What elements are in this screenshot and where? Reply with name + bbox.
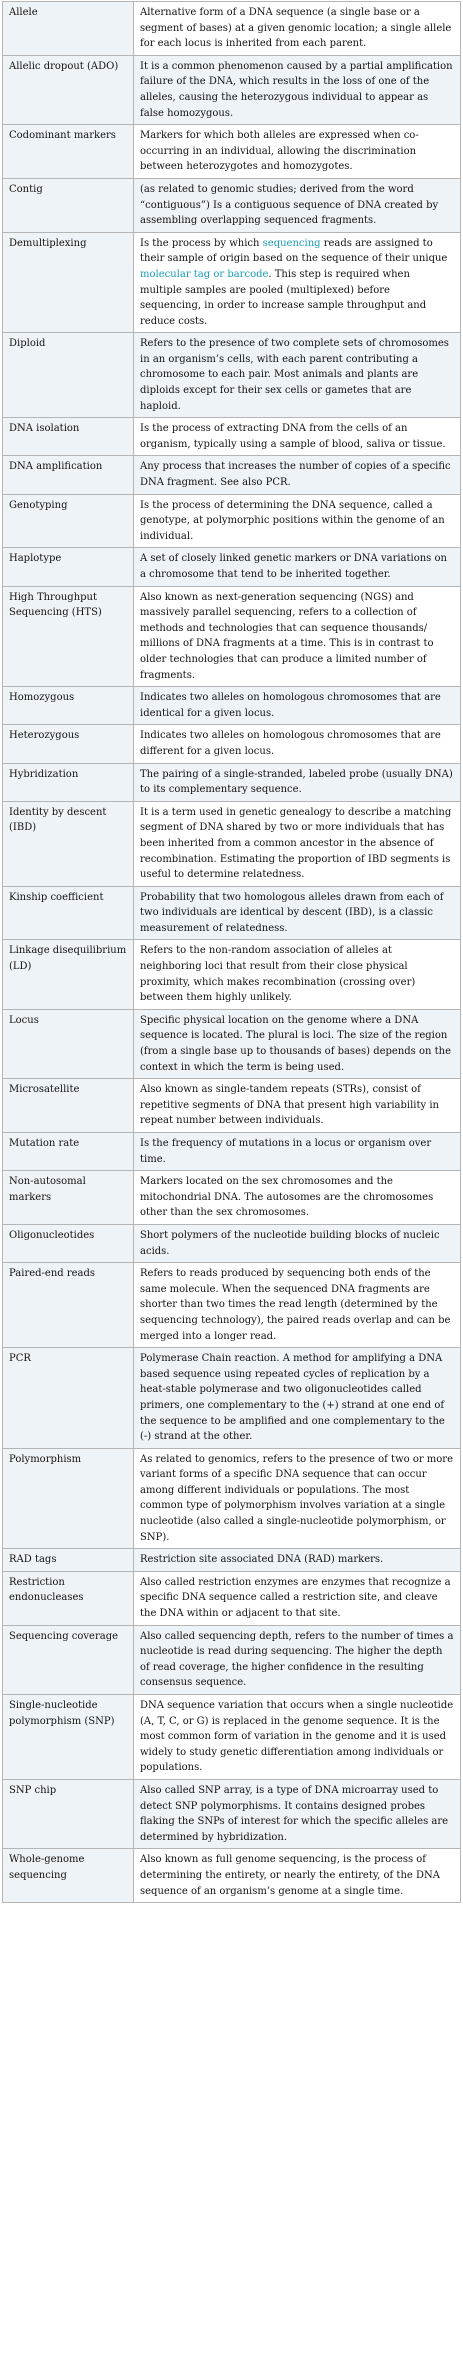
term-cell: Allelic dropout (ADO) bbox=[3, 55, 134, 124]
term-cell: PCR bbox=[3, 1348, 134, 1449]
definition-cell: Refers to the non-random association of alleles at neighboring loci that result from their close physical proximity, which makes recombination (crossing over) between them highly unlikely. bbox=[134, 940, 461, 1009]
definition-cell: Alternative form of a DNA sequence (a single base or a segment of bases) at a given genomic location; a single allele for each locus is inherited from each parent. bbox=[134, 2, 461, 56]
term-cell: SNP chip bbox=[3, 1779, 134, 1848]
definition-cell: Probability that two homologous alleles drawn from each of two individuals are identical by descent (IBD), is a classic measurement of relatedness. bbox=[134, 886, 461, 940]
definition-cell: Indicates two alleles on homologous chromosomes that are identical for a given locus. bbox=[134, 687, 461, 725]
definition-cell: Is the frequency of mutations in a locus or organism over time. bbox=[134, 1133, 461, 1171]
glossary-row bbox=[3, 801, 461, 886]
definition-cell: It is a term used in genetic genealogy to describe a matching segment of DNA shared by two or more individuals that has been inherited from a common ancestor in the absence of recombination. Estimating the proportion of IBD segments is useful to determine relatedness. bbox=[134, 801, 461, 886]
glossary-row bbox=[3, 2, 461, 56]
glossary-row bbox=[3, 763, 461, 801]
glossary-row bbox=[3, 1348, 461, 1449]
definition-cell: (as related to genomic studies; derived from the word “contiguous”) Is a contiguous sequence of DNA created by assembling overlapping sequenced fragments. bbox=[134, 178, 461, 232]
glossary-row bbox=[3, 940, 461, 1009]
definition-cell: DNA sequence variation that occurs when a single nucleotide (A, T, C, or G) is replaced in the genome sequence. It is the most common form of variation in the genome and it is used widely to study genetic differentiation among individuals or populations. bbox=[134, 1695, 461, 1780]
definition-cell: Also known as single-tandem repeats (STRs), consist of repetitive segments of DNA that present high variability in repeat number between individuals. bbox=[134, 1079, 461, 1133]
glossary-row bbox=[3, 1009, 461, 1078]
term-cell: Microsatellite bbox=[3, 1079, 134, 1133]
glossary-row bbox=[3, 494, 461, 548]
molecular-tag-link[interactable]: molecular tag or barcode bbox=[140, 268, 269, 280]
term-cell: Oligonucleotides bbox=[3, 1224, 134, 1262]
glossary-row bbox=[3, 1549, 461, 1572]
term-cell: DNA isolation bbox=[3, 418, 134, 456]
definition-cell: Also called sequencing depth, refers to the number of times a nucleotide is read during sequencing. The higher the depth of read coverage, the higher confidence in the resulting consensus sequence. bbox=[134, 1625, 461, 1694]
glossary-row bbox=[3, 1695, 461, 1780]
definition-cell: Any process that increases the number of copies of a specific DNA fragment. See also PCR. bbox=[134, 456, 461, 494]
definition-cell: Also called SNP array, is a type of DNA microarray used to detect SNP polymorphisms. It contains designed probes flaking the SNPs of interest for which the specific alleles are determined by hybridization. bbox=[134, 1779, 461, 1848]
definition-cell: A set of closely linked genetic markers or DNA variations on a chromosome that tend to be inherited together. bbox=[134, 548, 461, 586]
definition-cell: Refers to reads produced by sequencing both ends of the same molecule. When the sequenced DNA fragments are shorter than two times the read length (determined by the sequencing technology), the paired reads overlap and can be merged into a longer read. bbox=[134, 1263, 461, 1348]
glossary-row bbox=[3, 125, 461, 179]
definition-cell: Polymerase Chain reaction. A method for amplifying a DNA based sequence using repeated cycles of replication by a heat-stable polymerase and two oligonucleotides called primers, one complementary to the (+) strand at one end of the sequence to be amplified and one complementary to the (-) strand at the other. bbox=[134, 1348, 461, 1449]
term-cell: Restriction endonucleases bbox=[3, 1571, 134, 1625]
term-cell: Identity by descent (IBD) bbox=[3, 801, 134, 886]
term-cell: Sequencing coverage bbox=[3, 1625, 134, 1694]
definition-cell: Short polymers of the nucleotide building blocks of nucleic acids. bbox=[134, 1224, 461, 1262]
term-cell: Genotyping bbox=[3, 494, 134, 548]
term-cell: Diploid bbox=[3, 333, 134, 418]
glossary-row bbox=[3, 418, 461, 456]
term-cell: Whole-genome sequencing bbox=[3, 1849, 134, 1903]
glossary-row bbox=[3, 1779, 461, 1848]
glossary-row bbox=[3, 1079, 461, 1133]
term-cell: Allele bbox=[3, 2, 134, 56]
glossary-row bbox=[3, 1571, 461, 1625]
term-cell: Linkage disequilibrium (LD) bbox=[3, 940, 134, 1009]
glossary-row bbox=[3, 586, 461, 687]
definition-cell: Indicates two alleles on homologous chromosomes that are different for a given locus. bbox=[134, 725, 461, 763]
definition-cell: Also known as full genome sequencing, is the process of determining the entirety, or nearly the entirety, of the DNA sequence of an organism’s genome at a single time. bbox=[134, 1849, 461, 1903]
definition-cell: As related to genomics, refers to the presence of two or more variant forms of a specific DNA sequence that can occur among different individuals or populations. The most common type of polymorphism involves variation at a single nucleotide (also called a single-nucleotide polymorphism, or SNP). bbox=[134, 1448, 461, 1549]
definition-cell: It is a common phenomenon caused by a partial amplification failure of the DNA, which results in the loss of one of the alleles, causing the heterozygous individual to appear as false homozygous. bbox=[134, 55, 461, 124]
term-cell: Mutation rate bbox=[3, 1133, 134, 1171]
term-cell: Paired-end reads bbox=[3, 1263, 134, 1348]
glossary-body bbox=[3, 2, 461, 1903]
term-cell: Contig bbox=[3, 178, 134, 232]
term-cell: Heterozygous bbox=[3, 725, 134, 763]
term-cell: Single-nucleotide polymorphism (SNP) bbox=[3, 1695, 134, 1780]
glossary-row bbox=[3, 687, 461, 725]
definition-text: reads are assigned to their sample of origin based on the sequence of their unique bbox=[140, 237, 448, 265]
glossary-row bbox=[3, 548, 461, 586]
definition-cell: Refers to the presence of two complete sets of chromosomes in an organism’s cells, with each parent contributing a chromosome to each pair. Most animals and plants are diploids except for their sex cells or gametes that are haploid. bbox=[134, 333, 461, 418]
definition-cell bbox=[134, 232, 461, 333]
definition-cell: Restriction site associated DNA (RAD) markers. bbox=[134, 1549, 461, 1572]
glossary-row bbox=[3, 456, 461, 494]
glossary-row bbox=[3, 55, 461, 124]
definition-text: Is the process by which bbox=[140, 237, 263, 249]
definition-cell: Markers located on the sex chromosomes and the mitochondrial DNA. The autosomes are the chromosomes other than the sex chromosomes. bbox=[134, 1171, 461, 1225]
definition-cell: Is the process of extracting DNA from the cells of an organism, typically using a sample of blood, saliva or tissue. bbox=[134, 418, 461, 456]
term-cell: Kinship coefficient bbox=[3, 886, 134, 940]
glossary-row bbox=[3, 232, 461, 333]
term-cell: Homozygous bbox=[3, 687, 134, 725]
definition-cell: Also known as next-generation sequencing (NGS) and massively parallel sequencing, refers to a collection of methods and technologies that can sequence thousands/ millions of DNA fragments at a time. This is in contrast to older technologies that can produce a limited number of fragments. bbox=[134, 586, 461, 687]
glossary-row bbox=[3, 725, 461, 763]
glossary-row bbox=[3, 1224, 461, 1262]
definition-cell: The pairing of a single-stranded, labeled probe (usually DNA) to its complementary sequence. bbox=[134, 763, 461, 801]
glossary-row bbox=[3, 1133, 461, 1171]
sequencing-link[interactable]: sequencing bbox=[262, 237, 321, 249]
term-cell: Locus bbox=[3, 1009, 134, 1078]
glossary-row bbox=[3, 1625, 461, 1694]
definition-text: . This step is required when multiple samples are pooled (multiplexed) before sequencing, in order to increase sample throughput and reduce costs. bbox=[140, 268, 427, 327]
glossary-row bbox=[3, 1171, 461, 1225]
glossary-table bbox=[2, 1, 461, 1903]
term-cell: RAD tags bbox=[3, 1549, 134, 1572]
term-cell: Hybridization bbox=[3, 763, 134, 801]
definition-cell: Specific physical location on the genome where a DNA sequence is located. The plural is loci. The size of the region (from a single base up to thousands of bases) depends on the context in which the term is being used. bbox=[134, 1009, 461, 1078]
term-cell: Codominant markers bbox=[3, 125, 134, 179]
term-cell: DNA amplification bbox=[3, 456, 134, 494]
glossary-row bbox=[3, 886, 461, 940]
glossary-row bbox=[3, 1849, 461, 1903]
definition-cell: Also called restriction enzymes are enzymes that recognize a specific DNA sequence called a restriction site, and cleave the DNA within or adjacent to that site. bbox=[134, 1571, 461, 1625]
definition-cell: Is the process of determining the DNA sequence, called a genotype, at polymorphic positions within the genome of an individual. bbox=[134, 494, 461, 548]
definition-cell: Markers for which both alleles are expressed when co-occurring in an individual, allowing the discrimination between heterozygotes and homozygotes. bbox=[134, 125, 461, 179]
term-cell: Non-autosomal markers bbox=[3, 1171, 134, 1225]
glossary-row bbox=[3, 178, 461, 232]
glossary-row bbox=[3, 1263, 461, 1348]
term-cell: Demultiplexing bbox=[3, 232, 134, 333]
term-cell: Polymorphism bbox=[3, 1448, 134, 1549]
glossary-row bbox=[3, 1448, 461, 1549]
glossary-row bbox=[3, 333, 461, 418]
term-cell: High Throughput Sequencing (HTS) bbox=[3, 586, 134, 687]
term-cell: Haplotype bbox=[3, 548, 134, 586]
